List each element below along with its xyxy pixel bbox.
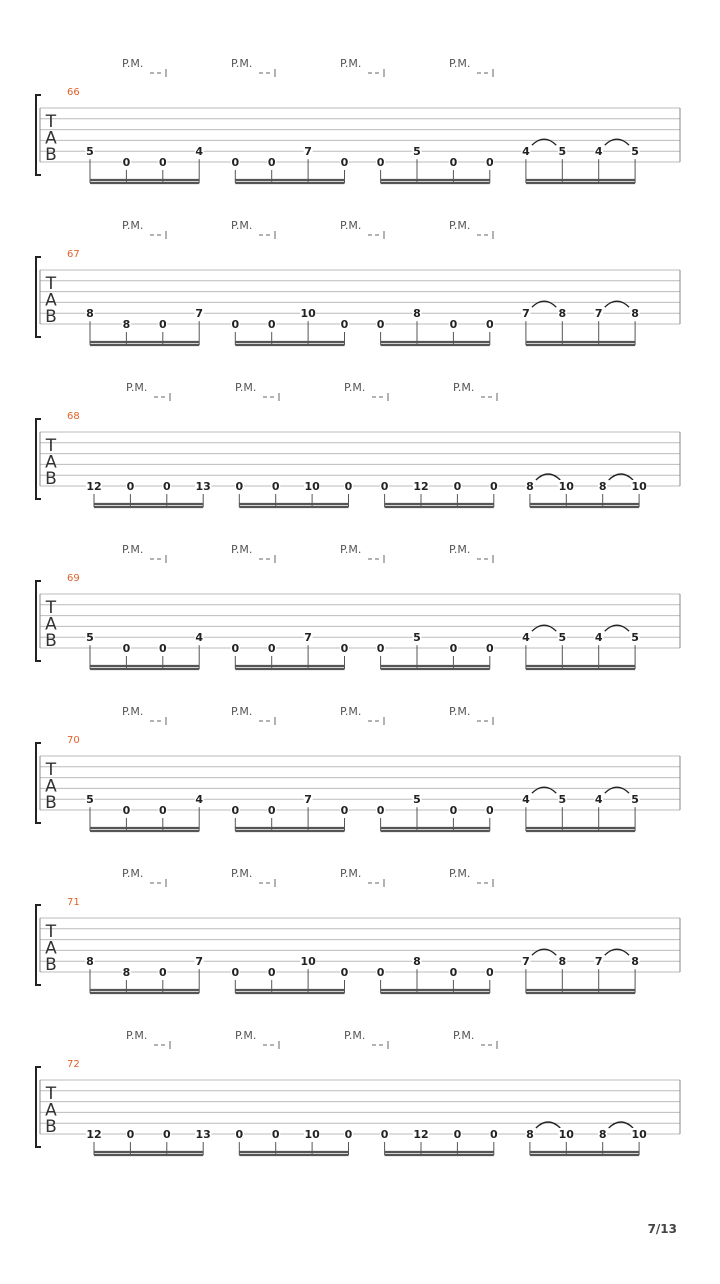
fret-number: 5 — [631, 145, 639, 159]
palm-mute-label: P.M. — [453, 381, 475, 394]
palm-mute-label: P.M. — [231, 867, 253, 880]
fret-number: 0 — [158, 966, 167, 979]
fret-number: 12 — [86, 480, 102, 493]
fret-number: 10 — [300, 307, 316, 321]
fret-number: 0 — [376, 156, 385, 169]
tab-clef-letter: A — [45, 614, 57, 635]
tab-clef-letter: T — [45, 274, 57, 294]
fret-number: 8 — [631, 955, 639, 969]
fret-number: 0 — [489, 1128, 498, 1141]
fret-number: 0 — [340, 156, 349, 169]
palm-mute-label: P.M. — [344, 1029, 366, 1042]
fret-number: 0 — [231, 318, 240, 331]
measure-number: 71 — [67, 897, 80, 908]
fret-number: 4 — [195, 631, 204, 645]
fret-number: 0 — [231, 642, 240, 655]
fret-number: 8 — [631, 307, 639, 321]
fret-number: 0 — [158, 804, 167, 817]
fret-number: 0 — [489, 480, 498, 493]
fret-number: 0 — [231, 966, 240, 979]
palm-mute-label: P.M. — [340, 543, 362, 556]
fret-number: 7 — [304, 631, 312, 645]
fret-number: 5 — [86, 631, 94, 645]
fret-number: 0 — [158, 318, 167, 331]
palm-mute-label: P.M. — [340, 867, 362, 880]
fret-number: 4 — [195, 145, 204, 159]
fret-number: 0 — [122, 642, 131, 655]
fret-number: 8 — [558, 307, 567, 321]
tab-clef-letter: T — [45, 436, 57, 456]
measure-number: 68 — [67, 411, 80, 422]
fret-number: 0 — [340, 804, 349, 817]
palm-mute-label: P.M. — [344, 381, 366, 394]
fret-number: 0 — [449, 804, 458, 817]
tab-clef-letter: T — [45, 922, 57, 942]
tab-clef-letter: B — [45, 955, 57, 975]
fret-number: 8 — [526, 480, 534, 493]
palm-mute-label: P.M. — [449, 219, 471, 232]
fret-number: 8 — [86, 955, 94, 969]
fret-number: 0 — [267, 156, 276, 169]
fret-number: 10 — [304, 480, 320, 493]
fret-number: 0 — [344, 1128, 353, 1141]
measure-number: 72 — [67, 1059, 80, 1070]
fret-number: 4 — [522, 145, 530, 159]
palm-mute-label: P.M. — [122, 219, 144, 232]
fret-number: 8 — [122, 318, 131, 331]
palm-mute-label: P.M. — [235, 1029, 257, 1042]
fret-number: 8 — [413, 955, 421, 969]
palm-mute-label: P.M. — [235, 381, 257, 394]
palm-mute-label: P.M. — [126, 381, 148, 394]
fret-number: 12 — [413, 1128, 429, 1141]
palm-mute-label: P.M. — [340, 705, 362, 718]
fret-number: 0 — [267, 642, 276, 655]
fret-number: 8 — [413, 307, 421, 321]
fret-number: 8 — [598, 1128, 607, 1141]
measure-number: 70 — [67, 735, 80, 746]
tab-clef-letter: A — [45, 1100, 57, 1121]
fret-number: 4 — [195, 793, 204, 807]
fret-number: 10 — [300, 955, 316, 969]
tab-clef-letter: T — [45, 760, 57, 780]
fret-number: 0 — [340, 966, 349, 979]
fret-number: 5 — [413, 145, 421, 159]
fret-number: 0 — [235, 480, 244, 493]
tab-clef-letter: B — [45, 1117, 57, 1137]
palm-mute-label: P.M. — [340, 57, 362, 70]
fret-number: 8 — [598, 480, 607, 493]
fret-number: 0 — [340, 318, 349, 331]
fret-number: 8 — [86, 307, 94, 321]
measure-number: 67 — [67, 249, 80, 260]
fret-number: 5 — [631, 631, 639, 645]
tab-clef-letter: B — [45, 631, 57, 651]
fret-number: 0 — [267, 318, 276, 331]
fret-number: 0 — [485, 156, 494, 169]
fret-number: 5 — [86, 793, 94, 807]
fret-number: 0 — [162, 480, 171, 493]
tab-clef-letter: B — [45, 145, 57, 165]
fret-number: 7 — [195, 307, 204, 321]
fret-number: 5 — [86, 145, 94, 159]
tab-clef-letter: A — [45, 452, 57, 473]
measure-number: 66 — [67, 87, 80, 98]
fret-number: 0 — [449, 966, 458, 979]
tab-clef-letter: T — [45, 112, 57, 132]
palm-mute-label: P.M. — [449, 705, 471, 718]
fret-number: 5 — [558, 793, 567, 807]
fret-number: 0 — [485, 642, 494, 655]
fret-number: 10 — [631, 480, 647, 493]
fret-number: 7 — [304, 793, 312, 807]
palm-mute-label: P.M. — [231, 57, 253, 70]
fret-number: 0 — [485, 318, 494, 331]
fret-number: 13 — [195, 1128, 211, 1141]
palm-mute-label: P.M. — [122, 867, 144, 880]
fret-number: 7 — [522, 955, 530, 969]
fret-number: 0 — [126, 480, 135, 493]
palm-mute-label: P.M. — [231, 543, 253, 556]
fret-number: 0 — [380, 480, 389, 493]
fret-number: 0 — [453, 1128, 462, 1141]
tab-clef-letter: A — [45, 938, 57, 959]
fret-number: 0 — [449, 156, 458, 169]
tab-clef-letter: T — [45, 598, 57, 618]
fret-number: 5 — [413, 631, 421, 645]
tab-clef-letter: B — [45, 469, 57, 489]
fret-number: 0 — [449, 642, 458, 655]
fret-number: 7 — [594, 955, 603, 969]
fret-number: 12 — [413, 480, 429, 493]
palm-mute-label: P.M. — [122, 57, 144, 70]
tab-clef-letter: T — [45, 1084, 57, 1104]
page-number: 7/13 — [647, 1222, 677, 1236]
fret-number: 4 — [594, 145, 603, 159]
fret-number: 0 — [267, 804, 276, 817]
tab-clef-letter: A — [45, 128, 57, 149]
fret-number: 0 — [376, 642, 385, 655]
palm-mute-label: P.M. — [340, 219, 362, 232]
fret-number: 8 — [558, 955, 567, 969]
palm-mute-label: P.M. — [231, 219, 253, 232]
fret-number: 4 — [594, 793, 603, 807]
palm-mute-label: P.M. — [126, 1029, 148, 1042]
fret-number: 0 — [376, 966, 385, 979]
fret-number: 5 — [558, 631, 567, 645]
palm-mute-label: P.M. — [122, 705, 144, 718]
tab-clef-letter: B — [45, 793, 57, 813]
fret-number: 8 — [526, 1128, 534, 1141]
tab-clef-letter: A — [45, 290, 57, 311]
palm-mute-label: P.M. — [449, 543, 471, 556]
palm-mute-label: P.M. — [449, 867, 471, 880]
tab-clef-letter: B — [45, 307, 57, 327]
fret-number: 0 — [158, 642, 167, 655]
fret-number: 0 — [380, 1128, 389, 1141]
fret-number: 0 — [376, 318, 385, 331]
palm-mute-label: P.M. — [449, 57, 471, 70]
palm-mute-label: P.M. — [231, 705, 253, 718]
fret-number: 7 — [304, 145, 312, 159]
fret-number: 5 — [413, 793, 421, 807]
fret-number: 0 — [271, 480, 280, 493]
fret-number: 0 — [485, 966, 494, 979]
fret-number: 10 — [631, 1128, 647, 1141]
fret-number: 4 — [522, 631, 530, 645]
fret-number: 0 — [126, 1128, 135, 1141]
fret-number: 0 — [231, 156, 240, 169]
fret-number: 0 — [158, 156, 167, 169]
fret-number: 7 — [594, 307, 603, 321]
measure-number: 69 — [67, 573, 80, 584]
fret-number: 0 — [162, 1128, 171, 1141]
fret-number: 0 — [271, 1128, 280, 1141]
fret-number: 7 — [522, 307, 530, 321]
fret-number: 4 — [594, 631, 603, 645]
fret-number: 10 — [304, 1128, 320, 1141]
fret-number: 0 — [344, 480, 353, 493]
fret-number: 10 — [558, 1128, 574, 1141]
fret-number: 0 — [449, 318, 458, 331]
fret-number: 0 — [485, 804, 494, 817]
palm-mute-label: P.M. — [122, 543, 144, 556]
fret-number: 0 — [267, 966, 276, 979]
fret-number: 0 — [453, 480, 462, 493]
fret-number: 0 — [340, 642, 349, 655]
fret-number: 0 — [376, 804, 385, 817]
fret-number: 12 — [86, 1128, 102, 1141]
palm-mute-label: P.M. — [453, 1029, 475, 1042]
fret-number: 10 — [558, 480, 574, 493]
fret-number: 4 — [522, 793, 530, 807]
fret-number: 8 — [122, 966, 131, 979]
fret-number: 0 — [122, 804, 131, 817]
tab-clef-letter: A — [45, 776, 57, 797]
fret-number: 5 — [558, 145, 567, 159]
fret-number: 13 — [195, 480, 211, 493]
fret-number: 7 — [195, 955, 204, 969]
fret-number: 5 — [631, 793, 639, 807]
fret-number: 0 — [235, 1128, 244, 1141]
fret-number: 0 — [231, 804, 240, 817]
fret-number: 0 — [122, 156, 131, 169]
